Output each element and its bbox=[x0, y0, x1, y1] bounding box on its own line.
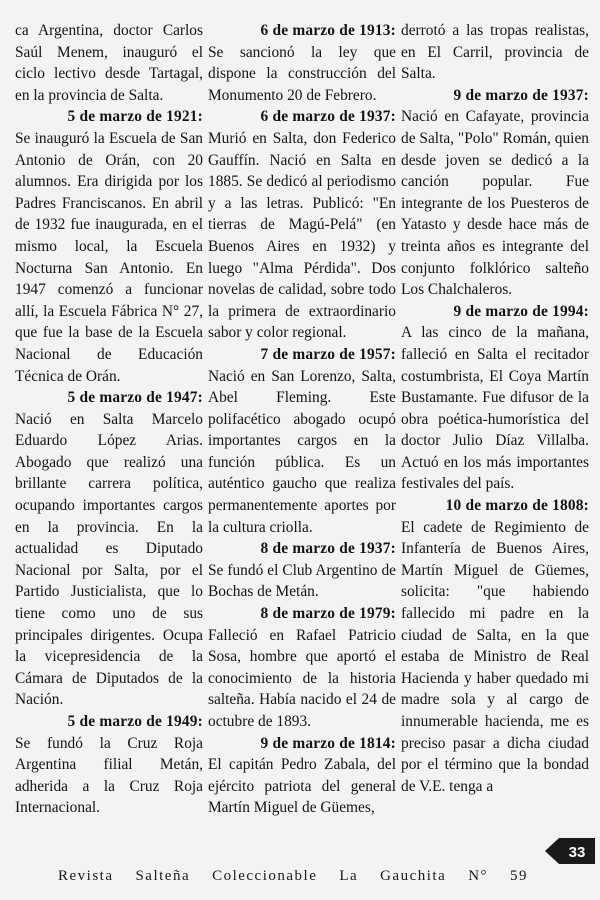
paragraph: El cadete de Regimiento de Infantería de Buenos Aires, Martín Miguel de Güemes, solicita: "que habiendo fallecido mi padre en la ciudad de Salta, en la que estaba de Ministro de Real Hacienda y haber quedado mi madre sola y al cargo de innumerable hacienda, me es preciso pasar a dicha ciudad por el término que la bondad de V.E. tenga a bbox=[401, 518, 589, 795]
paragraph: Se sancionó la ley que dispone la construcción del Monumento 20 de Febrero. bbox=[208, 43, 396, 104]
date-heading: 6 de marzo de 1937: bbox=[260, 108, 396, 126]
footer-word: 59 bbox=[509, 868, 528, 884]
date-heading: 8 de marzo de 1937: bbox=[260, 540, 396, 558]
footer-word: La bbox=[339, 868, 359, 884]
date-heading: 5 de marzo de 1921: bbox=[67, 108, 203, 126]
paragraph: Nació en San Lorenzo, Salta, Abel Fleming. Este polifacético abogado ocupó importantes cargos en la función pública. Es un auténtico gaucho que realiza permanentemente aportes por la cultura criolla. bbox=[208, 367, 396, 536]
column-1 bbox=[15, 20, 203, 819]
paragraph: Murió en Salta, don Federico Gauffín. Nació en Salta en 1885. Se dedicó al periodismo y a las letras. Publicó: "En tierras de Magú-Pelá" (en Buenos Aires en 1932) y luego "Alma Pérdida". Dos novelas de calidad, sobre todo la primera de extraordinario sabor y color regional. bbox=[208, 129, 396, 342]
date-heading: 5 de marzo de 1947: bbox=[67, 389, 203, 407]
paragraph: Se inauguró la Escuela de San Antonio de Orán, con 20 alumnos. Era dirigida por los Padres Franciscanos. En abril de 1932 fue inaugurada, en el mismo local, la Escuela Nocturna San Antonio. En 1947 comenzó a funcionar allí, la Escuela Fábrica N° 27, que fue la base de la Escuela Nacional de Educación Técnica de Orán. bbox=[15, 129, 203, 385]
date-heading: 9 de marzo de 1994: bbox=[453, 302, 589, 320]
date-heading: 7 de marzo de 1957: bbox=[260, 345, 396, 363]
column-3 bbox=[401, 20, 589, 797]
paragraph: El capitán Pedro Zabala, del ejército patriota del general Martín Miguel de Güemes, bbox=[208, 756, 396, 817]
date-heading: 6 de marzo de 1913: bbox=[260, 22, 396, 39]
footer-word: Coleccionable bbox=[212, 868, 318, 884]
footer-word: Revista bbox=[58, 868, 114, 884]
page-number-badge bbox=[545, 836, 595, 866]
column-2 bbox=[208, 20, 396, 819]
date-heading: 9 de marzo de 1937: bbox=[453, 86, 589, 104]
date-heading: 8 de marzo de 1979: bbox=[260, 605, 396, 623]
arrow-badge-icon bbox=[545, 836, 595, 866]
paragraph: Se fundó el Club Argentino de Bochas de Metán. bbox=[208, 561, 396, 601]
paragraph: Nació en Salta Marcelo Eduardo López Arias. Abogado que realizó una brillante carrera política, ocupando importantes cargos en la provincia. En la actualidad es Diputado Nacional por Salta, por el Partido Justicialista, que lo tiene como uno de sus principales dirigentes. Ocupa la vicepresidencia de la Cámara de Diputados de la Nación. bbox=[15, 410, 203, 709]
footer-word: Salteña bbox=[135, 868, 191, 884]
footer bbox=[58, 868, 528, 885]
page-number: 33 bbox=[568, 844, 586, 861]
paragraph: Falleció en Rafael Patricio Sosa, hombre que aportó el conocimiento de la historia salteña. Había nacido el 24 de octubre de 1893. bbox=[208, 626, 396, 730]
date-heading: 10 de marzo de 1808: bbox=[445, 497, 589, 515]
footer-word: N° bbox=[468, 868, 489, 884]
footer-word: Gauchita bbox=[380, 868, 447, 884]
date-heading: 9 de marzo de 1814: bbox=[260, 734, 396, 752]
paragraph: Se fundó la Cruz Roja Argentina filial Metán, adherida a la Cruz Roja Internacional. bbox=[15, 734, 203, 817]
paragraph: Nació en Cafayate, provincia de Salta, "Polo" Román, quien desde joven se dedicó a la canción popular. Fue integrante de los Puesteros de Yatasto y desde hace más de treinta años es integrante del conjunto folklórico salteño Los Chalchaleros. bbox=[401, 108, 589, 299]
paragraph: A las cinco de la mañana, falleció en Salta el recitador costumbrista, El Coya Martín Bustamante. Fue difusor de la obra poética-humorística del doctor Julio Díaz Villalba. Actuó en los más importantes festivales del país. bbox=[401, 324, 589, 493]
date-heading: 5 de marzo de 1949: bbox=[67, 713, 203, 730]
paragraph: ca Argentina, doctor Carlos Saúl Menem, inauguró el ciclo lectivo desde Tartagal, en la provincia de Salta. bbox=[15, 22, 203, 104]
paragraph: derrotó a las tropas realistas, en El Carril, provincia de Salta. bbox=[401, 22, 589, 83]
